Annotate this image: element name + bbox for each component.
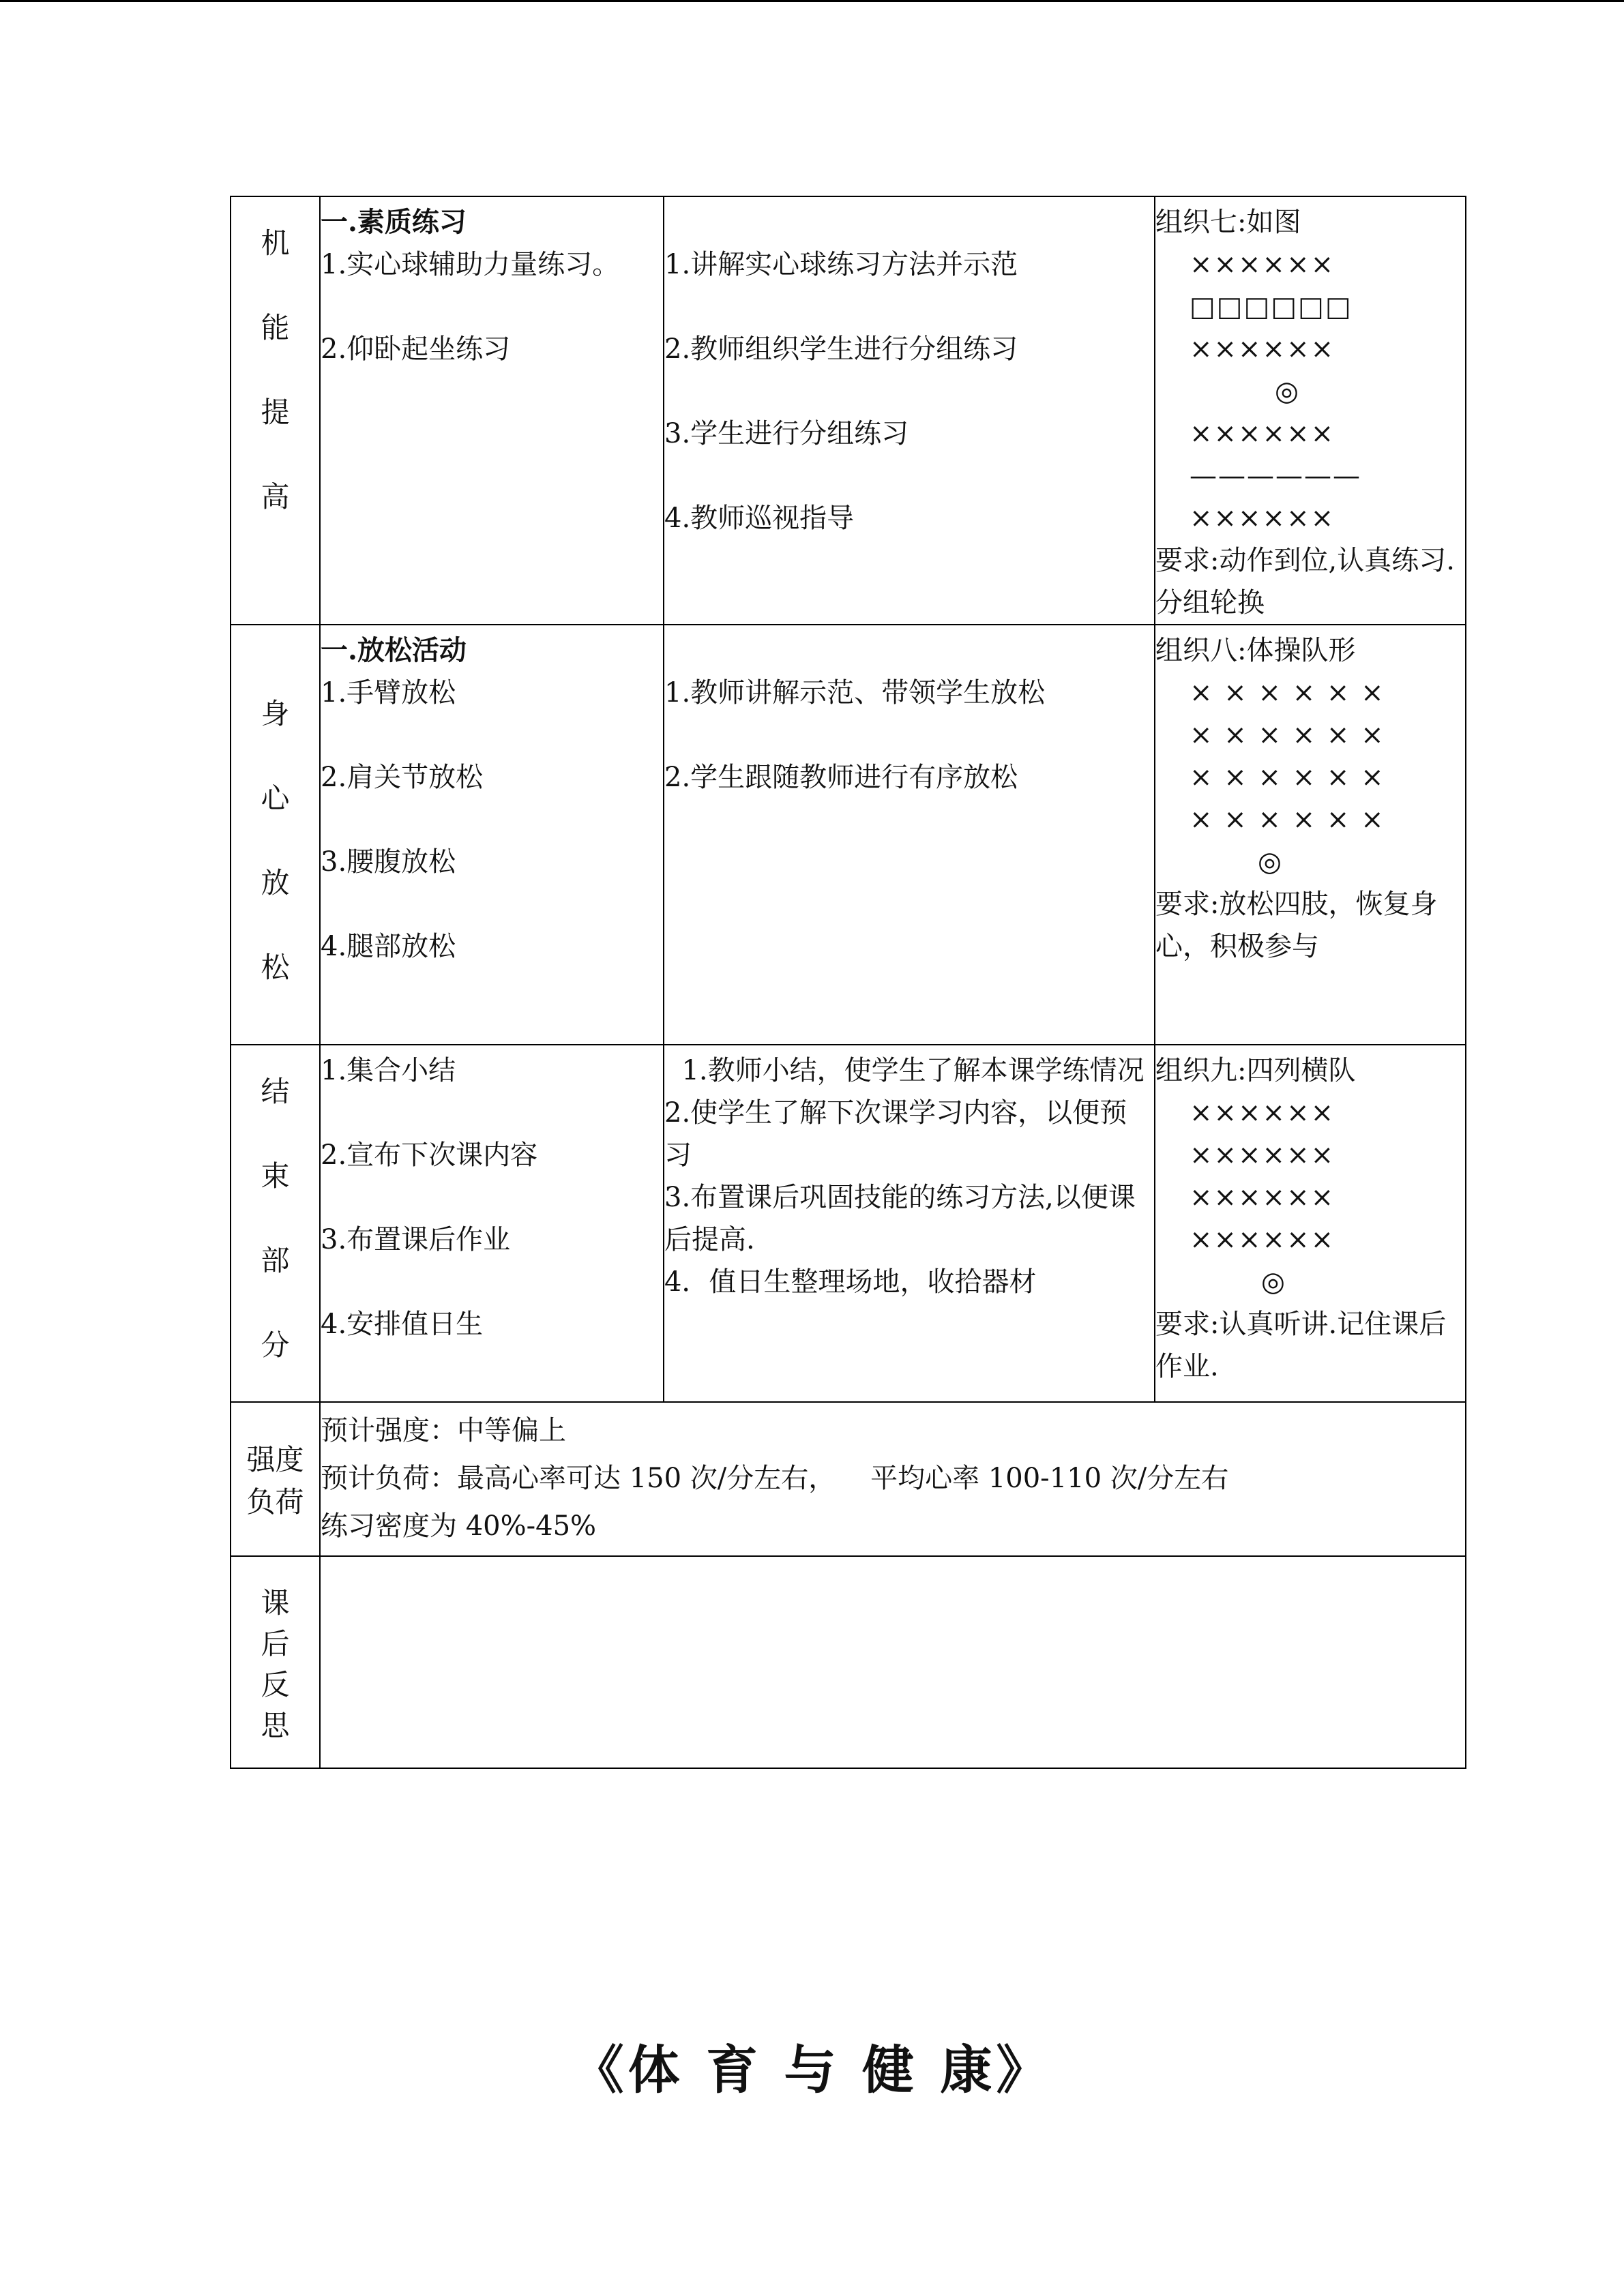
- section-char: 身: [261, 697, 290, 730]
- section-label-ending: [231, 1045, 320, 1402]
- section-char: 松: [261, 951, 290, 984]
- section-char: 提: [261, 396, 290, 429]
- formation-row: ××××××: [1190, 1097, 1335, 1129]
- document-title: 《体 育 与 健 康》: [572, 2040, 1052, 2100]
- formation-row: ××××××: [1190, 503, 1335, 534]
- formation-row: ××××××: [1190, 249, 1335, 280]
- formation-row: × × × × × ×: [1190, 719, 1385, 751]
- teacher-marker: ◎: [1258, 846, 1283, 878]
- organization-label: 组织八:体操队形: [1155, 635, 1356, 666]
- method-item: 1.教师小结，使学生了解本课学练情况: [664, 1055, 1145, 1086]
- organization-cell: [1155, 196, 1466, 625]
- content-item: 1.实心球辅助力量练习。: [321, 249, 620, 280]
- method-item: 3.布置课后巩固技能的练习方法,以便课后提高.: [664, 1182, 1136, 1255]
- formation-row: ——————: [1190, 460, 1361, 492]
- formation-row: ××××××: [1190, 333, 1335, 365]
- method-item: 2.使学生了解下次课学习内容，以便预习: [664, 1097, 1127, 1171]
- requirement-text: 要求:放松四肢，恢复身心，积极参与: [1155, 889, 1438, 962]
- method-item: 3.学生进行分组练习: [664, 418, 909, 449]
- organization-label: 组织七:如图: [1155, 207, 1301, 238]
- method-item: 1.讲解实心球练习方法并示范: [664, 249, 1018, 280]
- reflection-char: 思: [261, 1708, 290, 1742]
- content-item: 4.腿部放松: [321, 931, 456, 962]
- method-cell: [664, 625, 1155, 1045]
- content-cell: [320, 1045, 664, 1402]
- formation-row: × × × × × ×: [1190, 804, 1385, 835]
- content-cell: [320, 196, 664, 625]
- load-line: 预计强度：中等偏上: [321, 1415, 566, 1446]
- load-content: [320, 1402, 1466, 1556]
- organization-cell: [1155, 1045, 1466, 1402]
- section-row-relax: [231, 625, 1466, 1045]
- section-char: 能: [261, 311, 290, 344]
- reflection-label: [231, 1556, 320, 1768]
- teacher-marker: ◎: [1275, 376, 1300, 407]
- section-char: 放: [261, 866, 290, 899]
- content-heading: 一.素质练习: [321, 206, 467, 238]
- method-item: 2.教师组织学生进行分组练习: [664, 333, 1018, 365]
- reflection-content: [320, 1556, 1466, 1768]
- section-char: 结: [261, 1075, 290, 1108]
- method-item: 4.教师巡视指导: [664, 503, 855, 534]
- reflection-row: [231, 1556, 1466, 1768]
- method-item: 4．值日生整理场地，收拾器材: [664, 1266, 1037, 1298]
- content-item: 2.肩关节放松: [321, 762, 484, 793]
- section-label-relax: [231, 625, 320, 1045]
- formation-row: ××××××: [1190, 418, 1335, 449]
- reflection-char: 课: [261, 1585, 290, 1620]
- content-item: 2.仰卧起坐练习: [321, 333, 511, 365]
- formation-row: ××××××: [1190, 1224, 1335, 1255]
- formation-row: ××××××: [1190, 1139, 1335, 1171]
- organization-label: 组织九:四列横队: [1155, 1055, 1356, 1086]
- requirement-text: 要求:认真听讲.记住课后作业.: [1155, 1309, 1447, 1382]
- formation-row: × × × × × ×: [1190, 762, 1385, 793]
- method-cell: [664, 196, 1155, 625]
- section-char: 机: [261, 226, 290, 260]
- formation-row: □□□□□□: [1190, 291, 1353, 323]
- section-char: 高: [261, 480, 290, 513]
- content-item: 1.手臂放松: [321, 677, 456, 709]
- content-item: 2.宣布下次课内容: [321, 1139, 538, 1171]
- load-line: 预计负荷：最高心率可达 150 次/分左右， 平均心率 100-110 次/分左右: [321, 1463, 1229, 1494]
- section-char: 束: [261, 1159, 290, 1193]
- requirement-text: 要求:动作到位,认真练习.分组轮换: [1155, 545, 1455, 618]
- content-item: 3.腰腹放松: [321, 846, 456, 878]
- teacher-marker: ◎: [1261, 1266, 1286, 1298]
- section-label-function: [231, 196, 320, 625]
- load-row: [231, 1402, 1466, 1556]
- load-label-line: 强度: [246, 1443, 304, 1476]
- load-label: [231, 1402, 320, 1556]
- formation-row: × × × × × ×: [1190, 677, 1385, 709]
- page-top-rule: [0, 0, 1624, 2]
- method-item: 2.学生跟随教师进行有序放松: [664, 762, 1018, 793]
- reflection-char: 后: [261, 1626, 290, 1660]
- organization-cell: [1155, 625, 1466, 1045]
- content-item: 1.集合小结: [321, 1055, 456, 1086]
- section-char: 部: [261, 1244, 290, 1277]
- method-item: 1.教师讲解示范、带领学生放松: [664, 677, 1046, 709]
- content-heading: 一.放松活动: [321, 634, 467, 666]
- section-row-function: [231, 196, 1466, 625]
- load-line: 练习密度为 40%-45%: [321, 1510, 597, 1542]
- section-row-ending: [231, 1045, 1466, 1402]
- content-cell: [320, 625, 664, 1045]
- section-char: 分: [261, 1328, 290, 1362]
- reflection-char: 反: [261, 1667, 290, 1701]
- lesson-plan-table: [230, 196, 1466, 1769]
- load-label-line: 负荷: [246, 1485, 304, 1519]
- content-item: 3.布置课后作业: [321, 1224, 511, 1255]
- section-char: 心: [261, 781, 290, 815]
- formation-row: ××××××: [1190, 1182, 1335, 1213]
- content-item: 4.安排值日生: [321, 1309, 484, 1340]
- method-cell: [664, 1045, 1155, 1402]
